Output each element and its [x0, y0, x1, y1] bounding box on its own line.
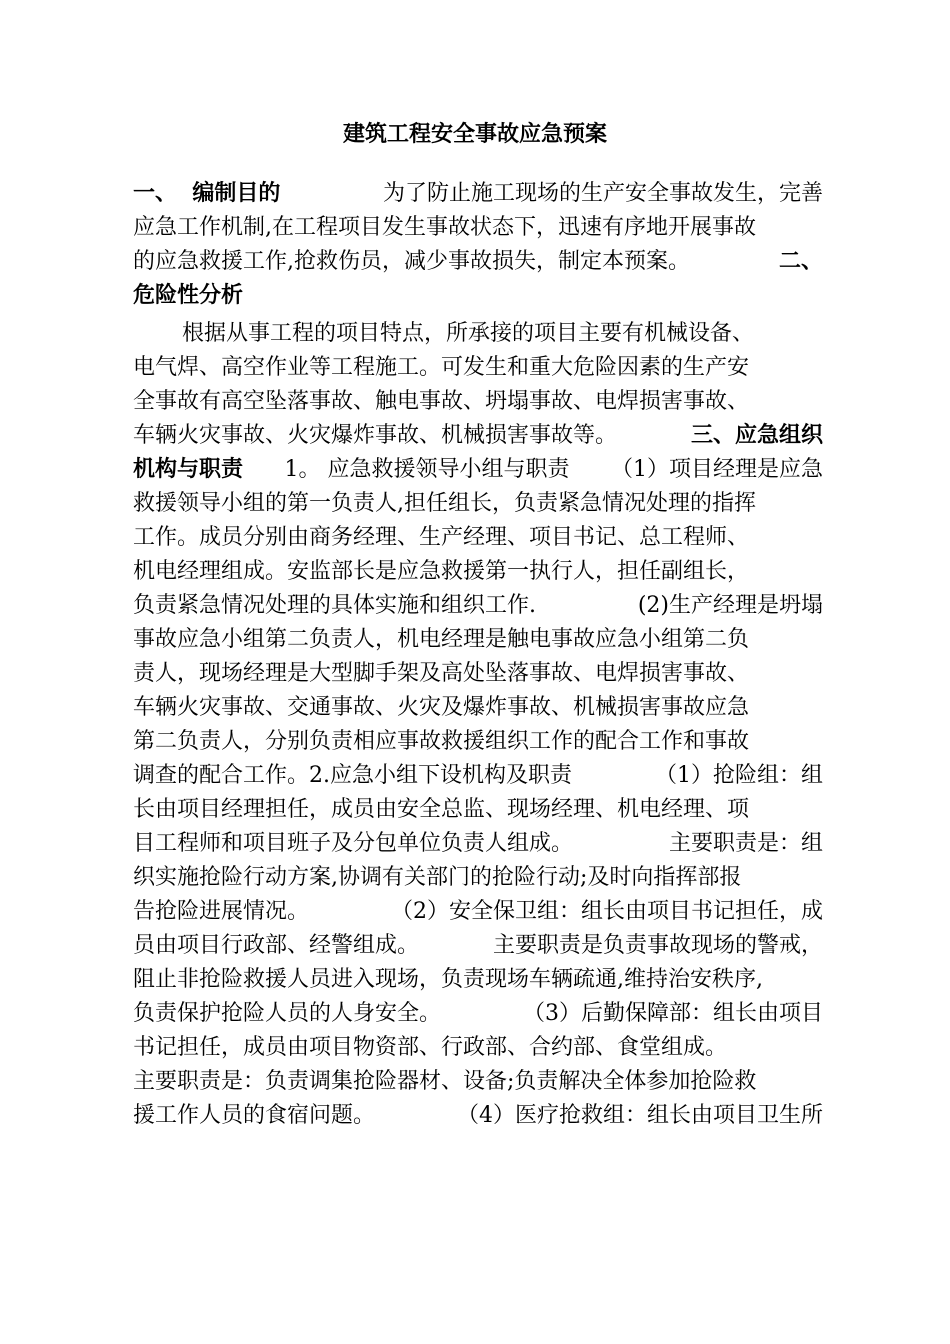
- text-run: （1）项目经理是应急: [610, 457, 823, 482]
- text-run: 调查的配合工作。2.应急小组下设机构及职责: [133, 763, 572, 788]
- text-run: 阻止非抢险救援人员进入现场，负责现场车辆疏通,维持治安秩序,: [133, 967, 763, 992]
- text-line: [133, 589, 823, 623]
- text-run: 电气焊、高空作业等工程施工。可发生和重大危险因素的生产安: [133, 355, 750, 380]
- text-line: [133, 657, 823, 691]
- text-line: [133, 385, 823, 419]
- text-run: 主要职责是负责事故现场的警戒，: [492, 933, 823, 958]
- text-run: 主要职责是：负责调集抢险器材、设备;负责解决全体参加抢险救: [133, 1069, 757, 1094]
- text-run: 织实施抢险行动方案,协调有关部门的抢险行动;及时向指挥部报: [133, 865, 742, 890]
- text-line: [133, 623, 823, 657]
- text-run: 应急工作机制,在工程项目发生事故状态下，迅速有序地开展事故: [133, 215, 756, 240]
- text-run: 负责紧急情况处理的具体实施和组织工作.: [133, 593, 536, 618]
- text-run: （3）后勤保障部：组长由项目: [523, 1001, 823, 1026]
- text-line: [133, 895, 823, 929]
- text-line: [133, 1065, 823, 1099]
- text-line: [133, 963, 823, 997]
- text-run: 为了防止施工现场的生产安全事故发生，完善: [382, 181, 823, 206]
- heading-run: 一、 编制目的: [133, 181, 281, 206]
- text-run: 工作。成员分别由商务经理、生产经理、项目书记、总工程师、: [133, 525, 750, 550]
- text-run: 主要职责是：组: [668, 831, 823, 856]
- text-line: [133, 211, 823, 245]
- text-line: [133, 725, 823, 759]
- text-line: [133, 245, 823, 279]
- heading-run: 危险性分析: [133, 283, 244, 308]
- text-line: [133, 793, 823, 827]
- text-line: [133, 487, 823, 521]
- text-run: 救援领导小组的第一负责人,担任组长，负责紧急情况处理的指挥: [133, 491, 756, 516]
- heading-run: 三、应急组织: [690, 423, 823, 448]
- text-line: [133, 419, 823, 453]
- text-line: [133, 351, 823, 385]
- text-line: [133, 521, 823, 555]
- text-line: [133, 759, 823, 793]
- text-run: 目工程师和项目班子及分包单位负责人组成。: [133, 831, 574, 856]
- text-line: [133, 827, 823, 861]
- text-line: [133, 1099, 823, 1133]
- text-run: 机电经理组成。安监部长是应急救援第一执行人，担任副组长，: [133, 559, 750, 584]
- text-run: 告抢险进展情况。: [133, 899, 310, 924]
- heading-run: 二、: [778, 249, 823, 274]
- text-run: （4）医疗抢救组：组长由项目卫生所: [457, 1103, 823, 1128]
- text-line: [133, 453, 823, 487]
- text-line: [133, 929, 823, 963]
- text-run: 援工作人员的食宿问题。: [133, 1103, 376, 1128]
- text-run: 负责保护抢险人员的人身安全。: [133, 1001, 442, 1026]
- text-line: [133, 555, 823, 589]
- text-run: 第二负责人，分别负责相应事故救援组织工作的配合工作和事故: [133, 729, 750, 754]
- text-run: 全事故有高空坠落事故、触电事故、坍塌事故、电焊损害事故、: [133, 389, 750, 414]
- text-line: [133, 691, 823, 725]
- text-run: 车辆火灾事故、交通事故、火灾及爆炸事故、机械损害事故应急: [133, 695, 750, 720]
- text-run: 事故应急小组第二负责人，机电经理是触电事故应急小组第二负: [133, 627, 750, 652]
- text-run: （1）抢险组：组: [655, 763, 823, 788]
- text-run: (2)生产经理是坍塌: [637, 593, 823, 618]
- text-line: [182, 317, 823, 351]
- text-run: （2）安全保卫组：组长由项目书记担任，成: [391, 899, 823, 924]
- document-title: 建筑工程安全事故应急预案: [342, 122, 607, 147]
- text-run: 根据从事工程的项目特点，所承接的项目主要有机械设备、: [182, 321, 755, 346]
- text-run: 车辆火灾事故、火灾爆炸事故、机械损害事故等。: [133, 423, 618, 448]
- text-line: [133, 279, 823, 313]
- text-run: 书记担任，成员由项目物资部、行政部、合约部、食堂组成。: [133, 1035, 728, 1060]
- text-run: 员由项目行政部、经警组成。: [133, 933, 420, 958]
- text-run: 的应急救援工作,抢救伤员，减少事故损失，制定本预案。: [133, 249, 690, 274]
- heading-run: 机构与职责: [133, 457, 244, 482]
- text-run: 1。 应急救援领导小组与职责: [284, 457, 570, 482]
- text-line: [133, 177, 823, 211]
- text-run: 长由项目经理担任，成员由安全总监、现场经理、机电经理、项: [133, 797, 750, 822]
- text-line: [133, 997, 823, 1031]
- text-line: [133, 861, 823, 895]
- text-line: [133, 1031, 823, 1065]
- text-run: 责人，现场经理是大型脚手架及高处坠落事故、电焊损害事故、: [133, 661, 750, 686]
